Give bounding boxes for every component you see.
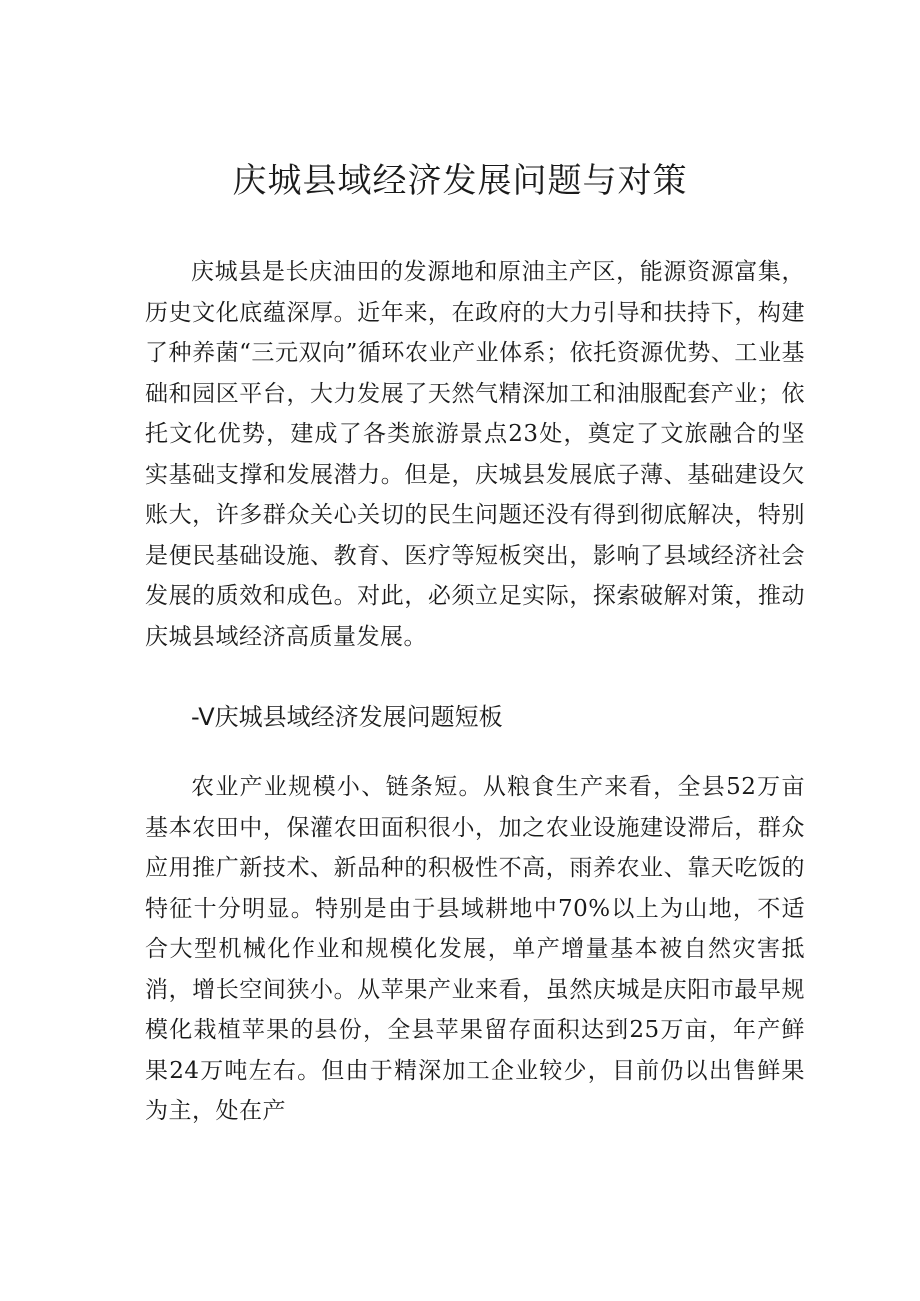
section-heading: -V庆城县域经济发展问题短板 [191, 703, 503, 731]
document-title: 庆城县域经济发展问题与对策 [232, 161, 688, 201]
intro-paragraph: 庆城县是长庆油田的发源地和原油主产区，能源资源富集，历史文化底蕴深厚。近年来，在政府的大力引导和扶持下，构建了种养菌“三元双向”循环农业产业体系；依托资源优势、工业基础和园区平台，大力发展了天然气精深加工和油服配套产业；依托文化优势，建成了各类旅游景点23处，奠定了文旅融合的坚实基础支撑和发展潜力。但是，庆城县发展底子薄、基础建设欠账大，许多群众关心关切的民生问题还没有得到彻底解决，特别是便民基础设施、教育、医疗等短板突出，影响了县域经济社会发展的质效和成色。对此，必须立足实际，探索破解对策，推动庆城县域经济高质量发展。 [145, 259, 805, 650]
body-paragraph: 农业产业规模小、链条短。从粮食生产来看，全县52万亩基本农田中，保灌农田面积很小，加之农业设施建设滞后，群众应用推广新技术、新品种的积极性不高，雨养农业、靠天吃饭的特征十分明显。特别是由于县域耕地中70%以上为山地，不适合大型机械化作业和规模化发展，单产增量基本被自然灾害抵消，增长空间狭小。从苹果产业来看，虽然庆城是庆阳市最早规模化栽植苹果的县份，全县苹果留存面积达到25万亩，年产鲜果24万吨左右。但由于精深加工企业较少，目前仍以出售鲜果为主，处在产 [145, 774, 805, 1124]
